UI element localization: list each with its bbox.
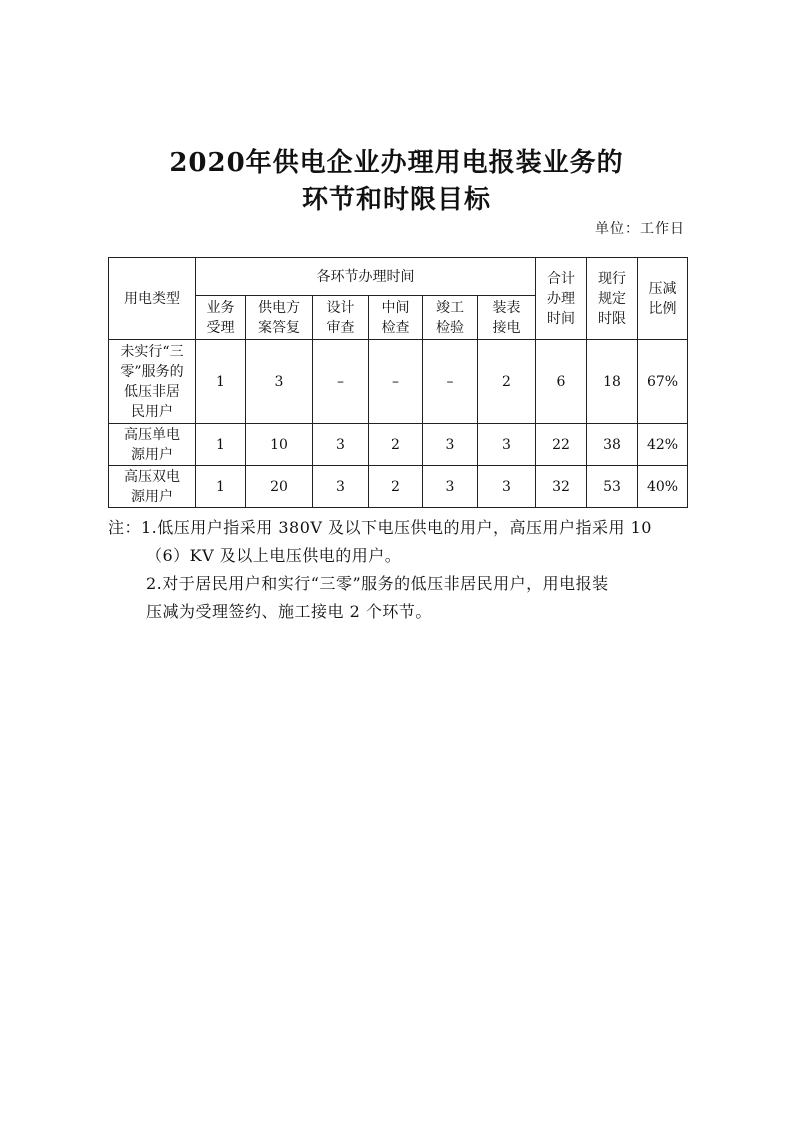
header-stage: 装表 接电 xyxy=(478,296,536,340)
table-cell-limit: 38 xyxy=(587,424,638,466)
table-cell: 3 xyxy=(313,424,369,466)
header-stage: 设计 审查 xyxy=(313,296,369,340)
table-cell: 3 xyxy=(478,424,536,466)
table-cell: 20 xyxy=(246,466,313,508)
header-stage: 业务 受理 xyxy=(196,296,246,340)
table-cell: 1 xyxy=(196,466,246,508)
note-line-3: 2.对于居民用户和实行“三零”服务的低压非居民用户，用电报装 xyxy=(146,574,609,593)
table-cell: 2 xyxy=(369,466,423,508)
note-line-2: （6）KV 及以上电压供电的用户。 xyxy=(146,546,402,565)
row-user-type: 未实行“三 零”服务的 低压非居 民用户 xyxy=(109,340,196,424)
row-user-type: 高压单电 源用户 xyxy=(109,424,196,466)
table-cell: – xyxy=(423,340,478,424)
table-cell-reduction: 42% xyxy=(638,424,688,466)
header-total-time: 合计 办理 时间 xyxy=(536,258,587,340)
table-cell: – xyxy=(313,340,369,424)
table-header-row-1 xyxy=(109,258,688,296)
table-cell: 1 xyxy=(196,424,246,466)
table-cell: 3 xyxy=(423,466,478,508)
table-cell-reduction: 40% xyxy=(638,466,688,508)
header-reduction-ratio: 压减 比例 xyxy=(638,258,688,340)
table-cell-reduction: 67% xyxy=(638,340,688,424)
table-row xyxy=(109,466,688,508)
title-line-1: 2020年供电企业办理用电报装业务的 xyxy=(169,148,624,178)
header-current-limit: 现行 规定 时限 xyxy=(587,258,638,340)
table-cell: 1 xyxy=(196,340,246,424)
header-user-type: 用电类型 xyxy=(109,258,196,340)
header-stage: 供电方 案答复 xyxy=(246,296,313,340)
unit-label: 单位：工作日 xyxy=(595,221,685,237)
row-user-type: 高压双电 源用户 xyxy=(109,466,196,508)
table-cell: 3 xyxy=(423,424,478,466)
header-stage-group: 各环节办理时间 xyxy=(196,258,536,296)
time-limit-table xyxy=(108,257,688,508)
table-cell: 3 xyxy=(313,466,369,508)
header-stage: 竣工 检验 xyxy=(423,296,478,340)
note-line-4: 压减为受理签约、施工接电 2 个环节。 xyxy=(146,602,432,621)
table-cell-total: 32 xyxy=(536,466,587,508)
table-cell-total: 6 xyxy=(536,340,587,424)
table-cell: 10 xyxy=(246,424,313,466)
header-stage: 中间 检查 xyxy=(369,296,423,340)
table-cell-limit: 18 xyxy=(587,340,638,424)
table-cell: 3 xyxy=(246,340,313,424)
table-row xyxy=(109,424,688,466)
title-line-2: 环节和时限目标 xyxy=(301,185,491,215)
table-row xyxy=(109,340,688,424)
table-cell: 2 xyxy=(369,424,423,466)
table-cell: 3 xyxy=(478,466,536,508)
table-cell-total: 22 xyxy=(536,424,587,466)
table-cell: 2 xyxy=(478,340,536,424)
table-cell-limit: 53 xyxy=(587,466,638,508)
note-line-1: 注：1.低压用户指采用 380V 及以下电压供电的用户，高压用户指采用 10 xyxy=(108,518,652,537)
table-cell: – xyxy=(369,340,423,424)
